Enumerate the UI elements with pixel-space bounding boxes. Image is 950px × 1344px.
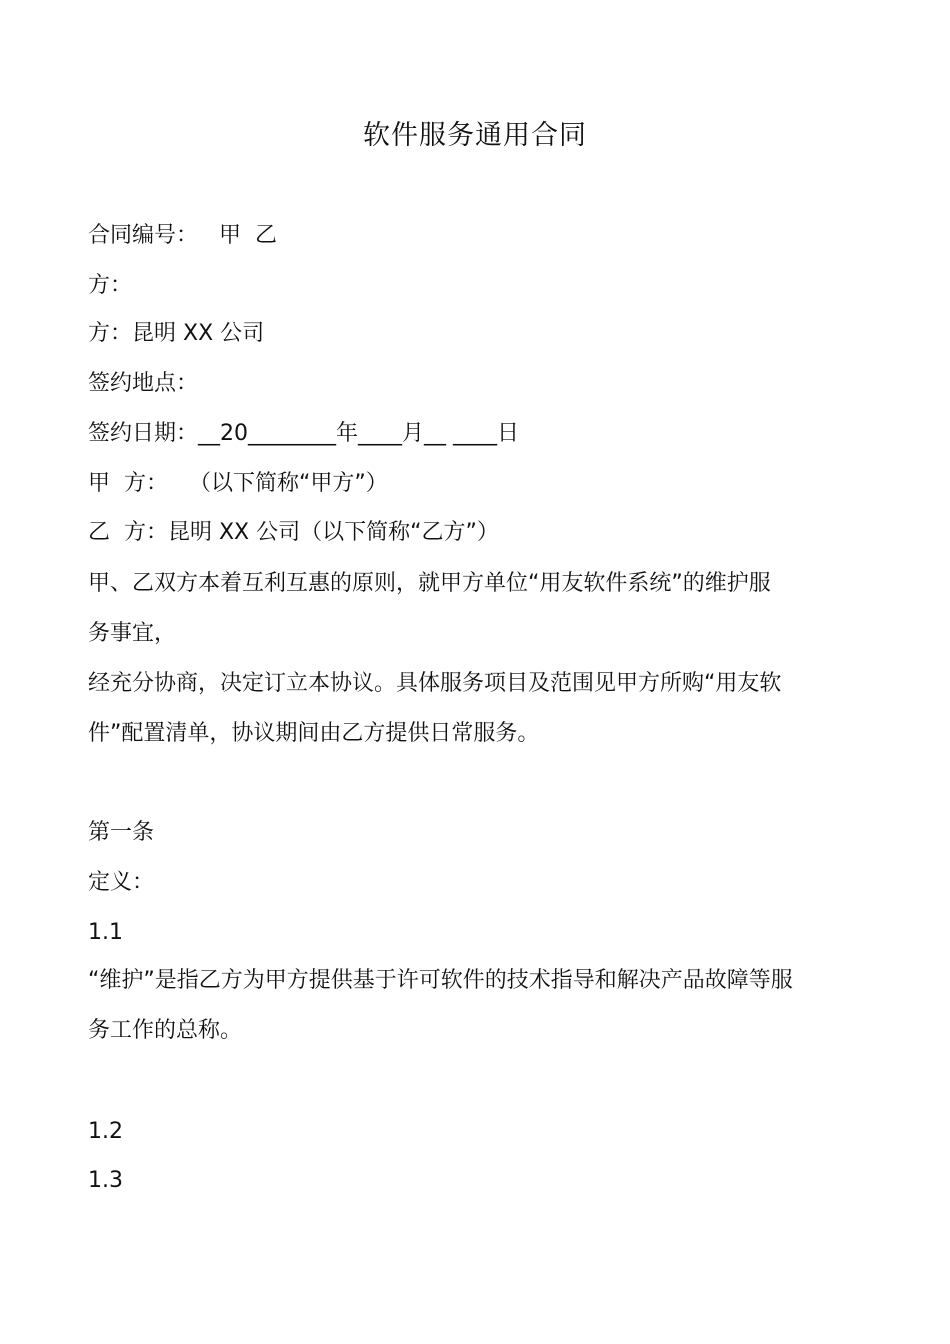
- clause-1-3-number: 1.3: [88, 1168, 123, 1193]
- article-heading: 第一条: [88, 820, 155, 845]
- clause-1-1-text-line-2: 务工作的总称。: [88, 1018, 243, 1043]
- preamble-line-4: 件”配置清单，协议期间由乙方提供日常服务。: [88, 721, 540, 746]
- signing-date-line: 签约日期：__20________年____月__ ____日: [88, 421, 519, 446]
- party-a-line: 甲 方： （以下简称“甲方”）: [88, 471, 388, 496]
- definition-heading: 定义：: [88, 870, 155, 895]
- party-b-name-line: 方：昆明 XX 公司: [88, 321, 265, 346]
- preamble-line-2: 务事宜，: [88, 621, 177, 646]
- party-b-line: 乙 方：昆明 XX 公司（以下简称“乙方”）: [88, 520, 499, 545]
- document-title: 软件服务通用合同: [363, 120, 587, 151]
- contract-number-line: 合同编号： 甲 乙: [88, 223, 277, 248]
- clause-1-1-number: 1.1: [88, 920, 123, 945]
- party-a-label-line: 方：: [88, 273, 133, 298]
- preamble-line-1: 甲、乙双方本着互利互惠的原则，就甲方单位“用友软件系统”的维护服: [88, 571, 771, 596]
- preamble-line-3: 经充分协商，决定订立本协议。具体服务项目及范围见甲方所购“用友软: [88, 671, 782, 696]
- clause-1-1-text-line-1: “维护”是指乙方为甲方提供基于许可软件的技术指导和解决产品故障等服: [88, 968, 793, 993]
- clause-1-2-number: 1.2: [88, 1119, 123, 1144]
- signing-place-line: 签约地点：: [88, 371, 199, 396]
